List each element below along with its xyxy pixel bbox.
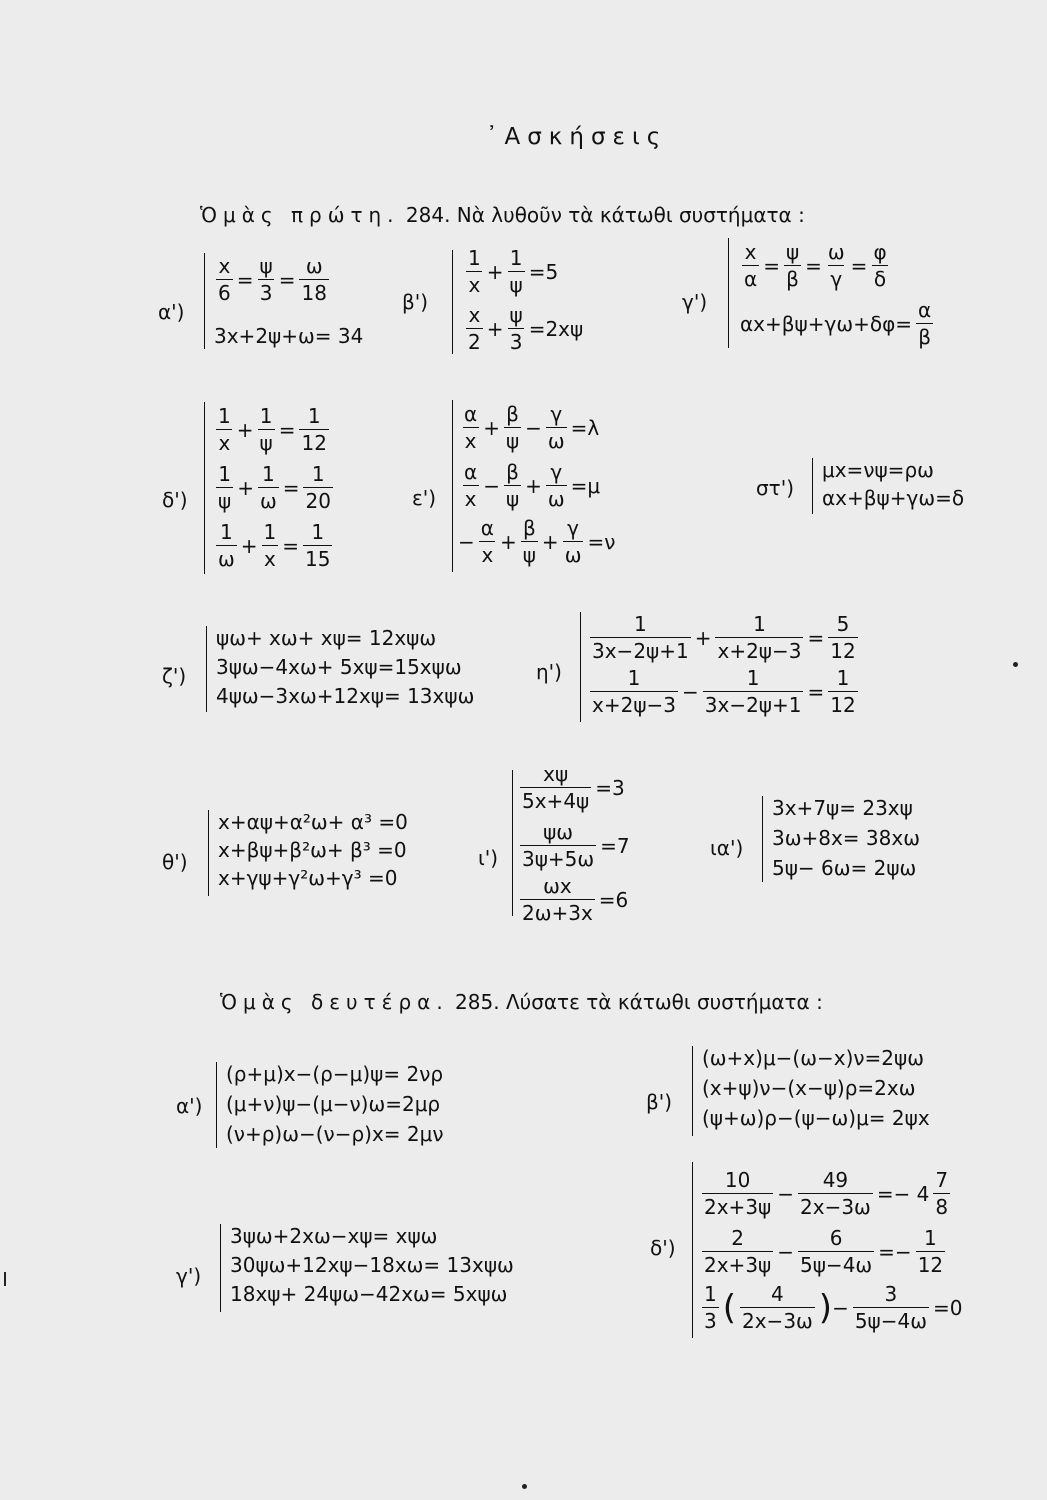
brace bbox=[220, 1224, 221, 1312]
equation-d1: $\frac{1}{x}$ + $\frac{1}{\psi}$ = $\frac{1}{12}$ bbox=[218, 404, 327, 455]
scan-speck bbox=[4, 1272, 6, 1286]
equation-st2: αx+βψ+γω=δ bbox=[822, 486, 965, 510]
equation-z2: 3ψω−4xω+ 5xψ=15xψω bbox=[216, 655, 462, 679]
equation-a2: 3x+2ψ+ω= 34 bbox=[214, 324, 364, 348]
group2-equation-b3: (ψ+ω)ρ−(ψ−ω)μ= 2ψx bbox=[702, 1106, 930, 1130]
exercise-c-label: γ') bbox=[682, 290, 708, 314]
brace bbox=[216, 1062, 217, 1148]
equation-ia1: 3x+7ψ= 23xψ bbox=[772, 796, 913, 820]
brace bbox=[580, 612, 581, 722]
equation-c1: $\frac{x}{\alpha}$ = $\frac{\psi}{\beta}$ = $\frac{\omega}{\gamma}$ = $\frac{\varphi}{\delta}$ bbox=[744, 240, 887, 291]
group2-equation-d2: $\frac{2}{2x+3\psi}$ − $\frac{6}{5\psi-4\omega}$ =− $\frac{1}{12}$ bbox=[704, 1226, 944, 1277]
group1-instruction: Νὰ λυθοῦν τὰ κάτωθι συστήματα : bbox=[456, 203, 805, 227]
group1-heading bbox=[200, 203, 805, 227]
equation-st1: μx=νψ=ρω bbox=[822, 458, 934, 482]
group2-equation-b2: (x+ψ)ν−(x−ψ)ρ=2xω bbox=[702, 1076, 916, 1100]
scan-speck bbox=[1013, 662, 1018, 667]
brace bbox=[208, 810, 209, 896]
equation-z3: 4ψω−3xω+12xψ= 13xψω bbox=[216, 684, 475, 708]
group2-equation-d1: $\frac{10}{2x+3\psi}$ − $\frac{49}{2x-3\omega}$ =− 4 $\frac{7}{8}$ bbox=[704, 1168, 949, 1219]
brace bbox=[692, 1046, 693, 1136]
exercise-b-label: β') bbox=[402, 290, 429, 314]
group1-number: 284. bbox=[405, 203, 451, 227]
group2-equation-c3: 18xψ+ 24ψω−42xω= 5xψω bbox=[230, 1282, 508, 1306]
group2-exercise-d-label: δ') bbox=[650, 1236, 676, 1260]
exercise-ia-label: ια') bbox=[710, 836, 744, 860]
group2-label: Ὁμὰς δευτέρα. bbox=[220, 990, 449, 1014]
group2-number: 285. bbox=[455, 990, 500, 1014]
equation-e1: $\frac{\alpha}{x}$ + $\frac{\beta}{\psi}$ − $\frac{\gamma}{\omega}$ =λ bbox=[464, 402, 600, 453]
equation-i3: $\frac{\omega x}{2\omega+3x}$ =6 bbox=[522, 874, 629, 925]
group2-equation-a3: (ν+ρ)ω−(ν−ρ)x= 2μν bbox=[226, 1122, 444, 1146]
equation-e2: $\frac{\alpha}{x}$ − $\frac{\beta}{\psi}$ + $\frac{\gamma}{\omega}$ =μ bbox=[464, 460, 601, 511]
page-title: ᾿Ασκήσεις bbox=[486, 124, 668, 150]
brace bbox=[204, 402, 205, 574]
group2-equation-d3: $\frac{1}{3}$ ( $\frac{4}{2x-3\omega}$ ) − $\frac{3}{5\psi-4\omega}$ =0 bbox=[704, 1282, 963, 1333]
group2-equation-c1: 3ψω+2xω−xψ= xψω bbox=[230, 1224, 438, 1248]
brace bbox=[452, 250, 453, 354]
equation-h1: $\frac{1}{3x-2\psi+1}$ + $\frac{1}{x+2\psi-3}$ = $\frac{5}{12}$ bbox=[592, 612, 856, 663]
group2-equation-b1: (ω+x)μ−(ω−x)ν=2ψω bbox=[702, 1046, 924, 1070]
equation-b1: $\frac{1}{x}$ + $\frac{1}{\psi}$ =5 bbox=[468, 246, 559, 297]
equation-b2: $\frac{x}{2}$ + $\frac{\psi}{3}$ =2xψ bbox=[468, 303, 584, 354]
group2-instruction: Λύσατε τὰ κάτωθι συστήματα : bbox=[505, 990, 823, 1014]
equation-a1: $\frac{x}{6}$ = $\frac{\psi}{3}$ = $\frac{\omega}{18}$ bbox=[218, 254, 327, 305]
brace bbox=[762, 796, 763, 882]
brace bbox=[452, 400, 453, 572]
exercise-e-label: ε') bbox=[412, 486, 437, 510]
group2-equation-a2: (μ+ν)ψ−(μ−ν)ω=2μρ bbox=[226, 1092, 441, 1116]
brace bbox=[728, 238, 729, 348]
group2-exercise-b-label: β') bbox=[646, 1090, 673, 1114]
equation-ia2: 3ω+8x= 38xω bbox=[772, 826, 920, 850]
scan-speck bbox=[522, 1484, 527, 1489]
equation-i1: $\frac{x\psi}{5x+4\psi}$ =3 bbox=[522, 762, 625, 813]
equation-h2: $\frac{1}{x+2\psi-3}$ − $\frac{1}{3x-2\psi+1}$ = $\frac{1}{12}$ bbox=[592, 666, 856, 717]
group2-exercise-a-label: α') bbox=[176, 1094, 203, 1118]
exercise-a-label: α') bbox=[158, 300, 185, 324]
exercise-h-label: η') bbox=[536, 660, 562, 684]
equation-z1: ψω+ xω+ xψ= 12xψω bbox=[216, 626, 437, 650]
equation-d2: $\frac{1}{\psi}$ + $\frac{1}{\omega}$ = $\frac{1}{20}$ bbox=[218, 462, 331, 513]
exercise-d-label: δ') bbox=[162, 488, 188, 512]
equation-i2: $\frac{\psi\omega}{3\psi+5\omega}$ =7 bbox=[522, 820, 630, 871]
brace bbox=[812, 458, 813, 514]
equation-th1: x+αψ+α²ω+ α³ =0 bbox=[218, 810, 408, 834]
brace bbox=[206, 626, 207, 712]
group1-label: Ὁμὰς πρώτη. bbox=[200, 203, 400, 227]
brace bbox=[692, 1162, 693, 1338]
exercise-st-label: στ') bbox=[756, 476, 795, 500]
exercise-z-label: ζ') bbox=[162, 664, 187, 688]
equation-th3: x+γψ+γ²ω+γ³ =0 bbox=[218, 866, 398, 890]
exercise-th-label: θ') bbox=[162, 850, 188, 874]
brace bbox=[204, 253, 205, 349]
equation-c2: αx+βψ+γω+δφ= $\frac{\alpha}{\beta}$ bbox=[740, 298, 932, 349]
group2-equation-a1: (ρ+μ)x−(ρ−μ)ψ= 2νρ bbox=[226, 1062, 444, 1086]
equation-e3: − $\frac{\alpha}{x}$ + $\frac{\beta}{\psi}$ + $\frac{\gamma}{\omega}$ =ν bbox=[458, 516, 616, 567]
group2-equation-c2: 30ψω+12xψ−18xω= 13xψω bbox=[230, 1253, 514, 1277]
equation-th2: x+βψ+β²ω+ β³ =0 bbox=[218, 838, 407, 862]
group2-exercise-c-label: γ') bbox=[176, 1264, 202, 1288]
exercise-i-label: ι') bbox=[478, 846, 499, 870]
brace bbox=[512, 770, 513, 916]
group2-heading bbox=[220, 990, 823, 1014]
equation-ia3: 5ψ− 6ω= 2ψω bbox=[772, 856, 917, 880]
equation-d3: $\frac{1}{\omega}$ + $\frac{1}{x}$ = $\frac{1}{15}$ bbox=[218, 520, 331, 571]
